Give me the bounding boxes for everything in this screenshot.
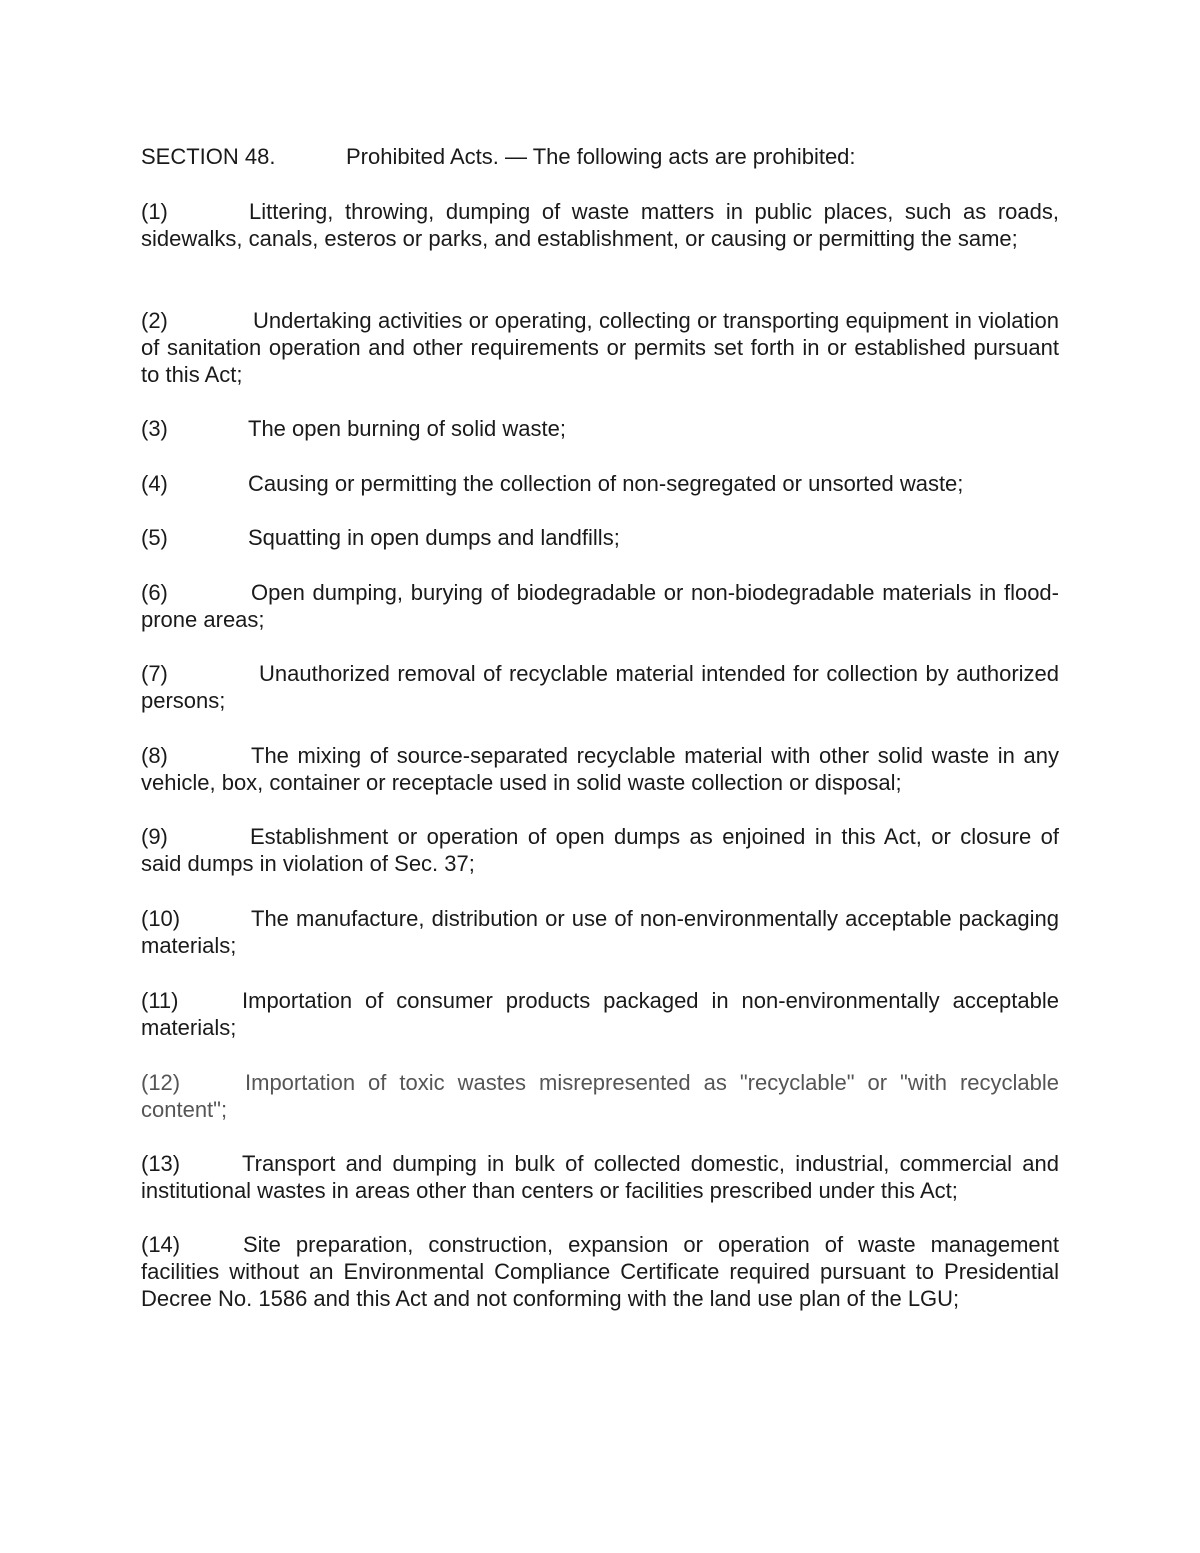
list-item (141, 823, 1059, 877)
item-text: Undertaking activities or operating, collecting or transporting equipment in violation of sanitation operation and other requirements or permits set forth in or established pursuant to this Act; (141, 308, 1059, 387)
item-text: Squatting in open dumps and landfills; (248, 525, 620, 550)
item-text: Littering, throwing, dumping of waste matters in public places, such as roads, sidewalks, canals, esteros or parks, and establishment, or causing or permitting the same; (141, 199, 1059, 251)
section-number: SECTION 48. (141, 144, 276, 169)
item-number: (7) (141, 661, 168, 686)
item-number: (9) (141, 824, 168, 849)
item-text: The manufacture, distribution or use of non-environmentally acceptable packaging materials; (141, 906, 1059, 958)
item-number: (10) (141, 906, 181, 931)
item-number: (14) (141, 1232, 181, 1257)
item-text: Site preparation, construction, expansion or operation of waste management facilities without an Environmental Compliance Certificate required pursuant to Presidential Decree No. 1586 and this Act and not conforming with the land use plan of the LGU; (141, 1232, 1059, 1311)
item-number: (4) (141, 471, 168, 496)
item-number: (3) (141, 416, 168, 441)
item-text: Open dumping, burying of biodegradable or non-biodegradable materials in flood-prone areas; (141, 580, 1059, 632)
item-text: Unauthorized removal of recyclable material intended for collection by authorized persons; (141, 661, 1059, 713)
item-number: (13) (141, 1151, 181, 1176)
item-text: Establishment or operation of open dumps as enjoined in this Act, or closure of said dumps in violation of Sec. 37; (141, 824, 1059, 876)
list-item (141, 1231, 1059, 1312)
list-item (141, 742, 1059, 796)
list-item (141, 415, 1059, 442)
section-title: Prohibited Acts. — The following acts are prohibited: (346, 144, 856, 169)
item-number: (2) (141, 308, 168, 333)
list-item (141, 905, 1059, 959)
item-number: (11) (141, 988, 179, 1013)
section-heading (141, 143, 1061, 170)
item-text: Importation of toxic wastes misrepresented as "recyclable" or "with recyclable content"; (141, 1070, 1059, 1122)
item-text: Causing or permitting the collection of non-segregated or unsorted waste; (248, 471, 964, 496)
item-text: The open burning of solid waste; (248, 416, 566, 441)
item-text: Transport and dumping in bulk of collected domestic, industrial, commercial and institutional wastes in areas other than centers or facilities prescribed under this Act; (141, 1151, 1059, 1203)
item-number: (6) (141, 580, 168, 605)
list-item (141, 579, 1059, 633)
item-text: Importation of consumer products packaged in non-environmentally acceptable materials; (141, 988, 1059, 1040)
list-item (141, 987, 1059, 1041)
list-item (141, 198, 1059, 252)
item-number: (12) (141, 1070, 181, 1095)
list-item (141, 470, 1059, 497)
list-item (141, 1150, 1059, 1204)
list-item (141, 524, 1059, 551)
list-item (141, 1069, 1059, 1123)
item-number: (8) (141, 743, 168, 768)
list-item (141, 307, 1059, 388)
item-text: The mixing of source-separated recyclable material with other solid waste in any vehicle, box, container or receptacle used in solid waste collection or disposal; (141, 743, 1059, 795)
list-item (141, 660, 1059, 714)
item-number: (1) (141, 199, 168, 224)
item-number: (5) (141, 525, 168, 550)
